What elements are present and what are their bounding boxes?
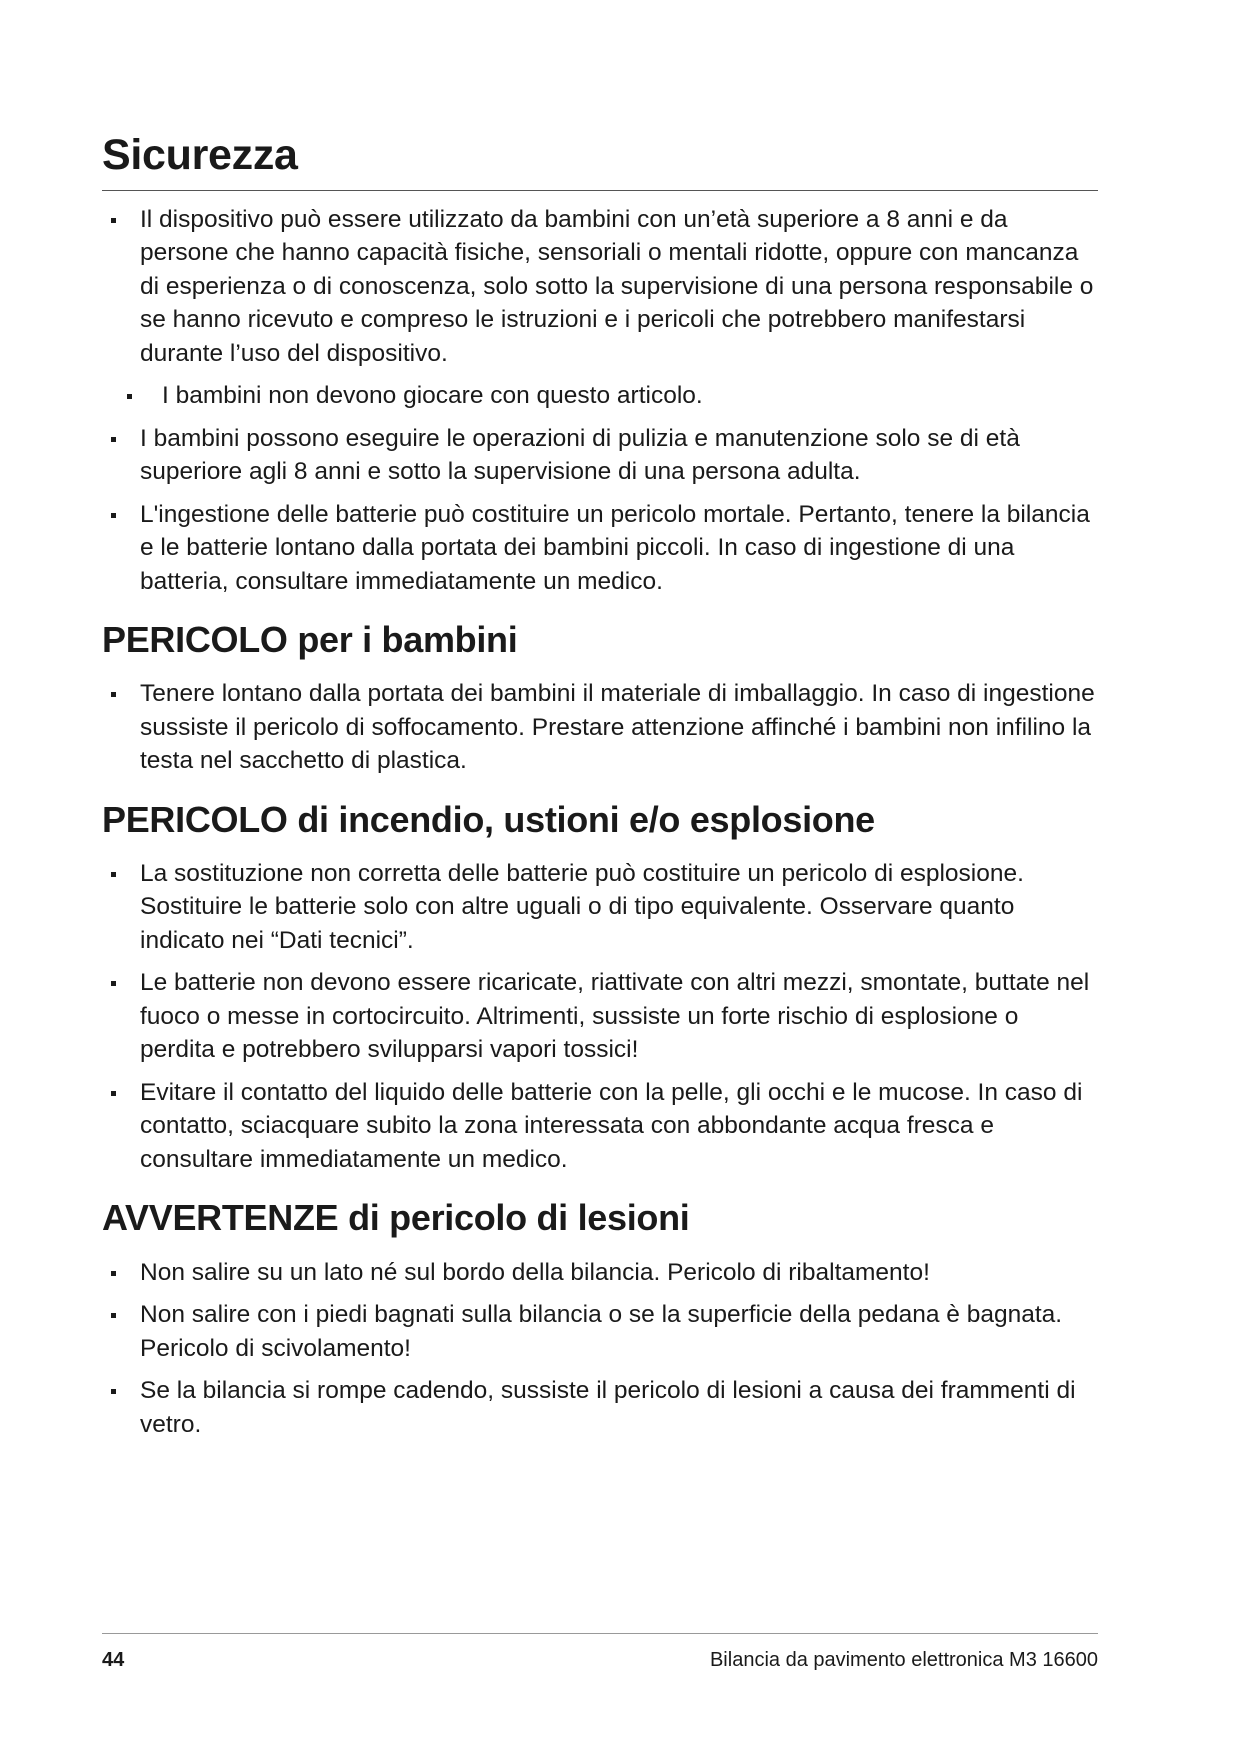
- list-item: L'ingestione delle batterie può costituire un pericolo mortale. Pertanto, tenere la bilancia e le batterie lontano dalla portata dei bambini piccoli. In caso di ingestione di una batteria, consultare immediatamente un medico.: [102, 498, 1098, 599]
- title-divider: [102, 190, 1098, 191]
- list-item: Il dispositivo può essere utilizzato da bambini con un’età superiore a 8 anni e da persone che hanno capacità fisiche, sensoriali o mentali ridotte, oppure con mancanza di esperienza o di conoscenza, solo sotto la supervisione di una persona responsabile o se hanno ricevuto e compreso le istruzioni e i pericoli che potrebbero manifestarsi durante l’uso del dispositivo.: [102, 203, 1098, 371]
- page-footer: [102, 1633, 1098, 1671]
- list-item: Le batterie non devono essere ricaricate, riattivate con altri mezzi, smontate, buttate nel fuoco o messe in cortocircuito. Altrimenti, sussiste un forte rischio di esplosione o perdita e potrebbero svilupparsi vapori tossici!: [102, 966, 1098, 1067]
- children-danger-list: [102, 677, 1098, 778]
- section-heading: PERICOLO per i bambini: [102, 619, 518, 661]
- list-item: Tenere lontano dalla portata dei bambini il materiale di imballaggio. In caso di ingestione sussiste il pericolo di soffocamento. Prestare attenzione affinché i bambini non infilino la testa nel sacchetto di plastica.: [102, 677, 1098, 778]
- page-title: Sicurezza: [102, 131, 298, 179]
- injury-warnings-list: [102, 1256, 1098, 1442]
- section-injury-warnings: [102, 1196, 1098, 1441]
- safety-list: [102, 203, 1098, 599]
- list-item: I bambini possono eseguire le operazioni di pulizia e manutenzione solo se di età superiore agli 8 anni e sotto la supervisione di una persona adulta.: [102, 422, 1098, 489]
- page-number: 44: [102, 1649, 125, 1671]
- list-item: Se la bilancia si rompe cadendo, sussiste il pericolo di lesioni a causa dei frammenti di vetro.: [102, 1374, 1098, 1441]
- section-heading: AVVERTENZE di pericolo di lesioni: [102, 1197, 690, 1239]
- page-content: [102, 130, 1098, 1450]
- list-item: I bambini non devono giocare con questo articolo.: [102, 379, 1098, 413]
- footer-product-title: Bilancia da pavimento elettronica M3 16600: [709, 1649, 1098, 1671]
- section-heading: PERICOLO di incendio, ustioni e/o esplosione: [102, 798, 875, 840]
- fire-danger-list: [102, 857, 1098, 1177]
- section-fire-danger: [102, 798, 1098, 1177]
- list-item: Non salire su un lato né sul bordo della bilancia. Pericolo di ribaltamento!: [102, 1256, 1098, 1290]
- list-item: Non salire con i piedi bagnati sulla bilancia o se la superficie della pedana è bagnata. Pericolo di scivolamento!: [102, 1298, 1098, 1365]
- section-safety: [102, 203, 1098, 599]
- list-item: Evitare il contatto del liquido delle batterie con la pelle, gli occhi e le mucose. In caso di contatto, sciacquare subito la zona interessata con abbondante acqua fresca e consultare immediatamente un medico.: [102, 1076, 1098, 1177]
- section-children-danger: [102, 618, 1098, 778]
- list-item: La sostituzione non corretta delle batterie può costituire un pericolo di esplosione. Sostituire le batterie solo con altre uguali o di tipo equivalente. Osservare quanto indicato nei “Dati tecnici”.: [102, 857, 1098, 958]
